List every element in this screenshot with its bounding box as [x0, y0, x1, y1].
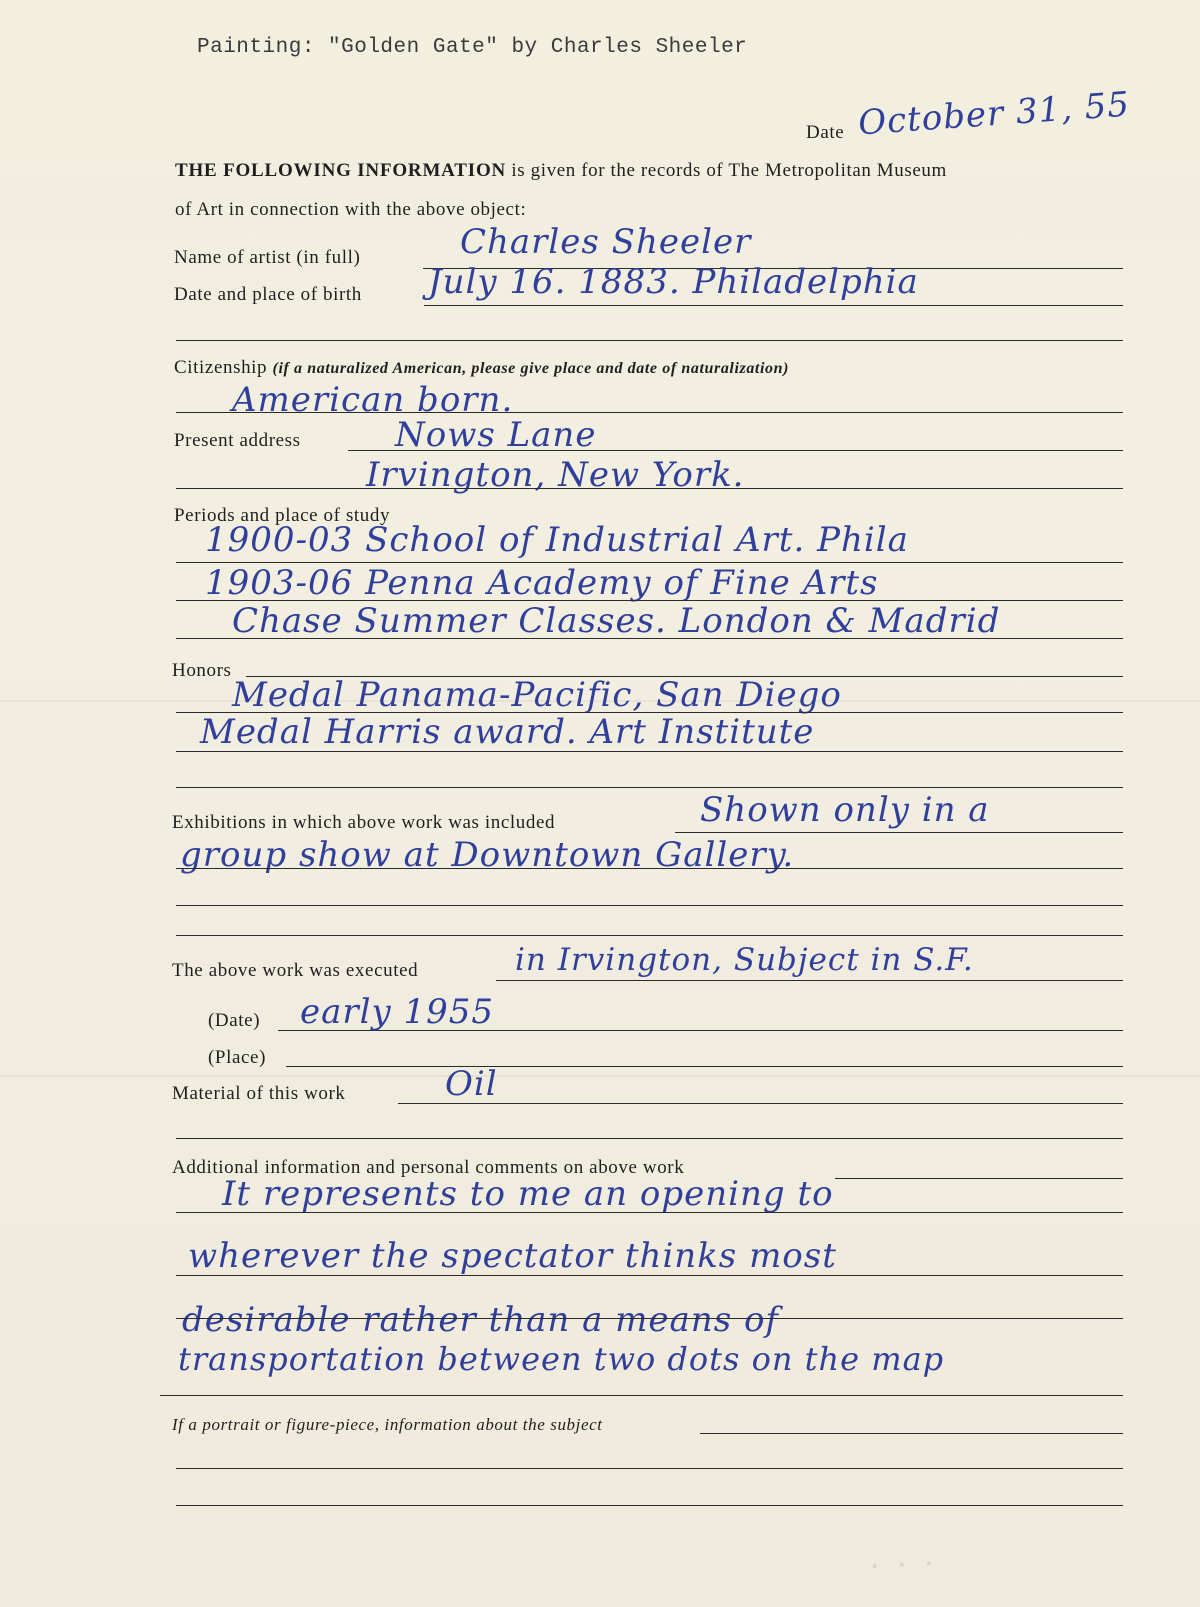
- citizenship-note: (if a naturalized American, please give place and date of naturalization): [272, 360, 790, 377]
- address-line-2: [176, 488, 1123, 489]
- citizenship-line: [176, 412, 1123, 413]
- material-value: Oil: [445, 1064, 498, 1104]
- portrait-line-2: [176, 1468, 1123, 1469]
- additional-value-4: transportation between two dots on the map: [178, 1340, 945, 1378]
- additional-line-3: [176, 1318, 1123, 1319]
- date-value: October 31, 55: [856, 84, 1132, 144]
- paper-fold: [0, 1075, 1200, 1077]
- study-value-3: Chase Summer Classes. London & Madrid: [232, 601, 1001, 641]
- exhibitions-value-2: group show at Downtown Gallery.: [180, 835, 795, 875]
- executed-value: in Irvington, Subject in S.F.: [515, 942, 974, 978]
- intro-bold: THE FOLLOWING INFORMATION: [175, 160, 507, 181]
- citizenship-value: American born.: [232, 380, 514, 420]
- birth-value: July 16. 1883. Philadelphia: [428, 262, 919, 302]
- typed-title: Painting: "Golden Gate" by Charles Sheeler: [197, 36, 748, 59]
- honors-line-4: [176, 787, 1123, 788]
- intro-rest: is given for the records of The Metropolitan Museum: [506, 160, 947, 181]
- additional-value-3: desirable rather than a means of: [182, 1300, 780, 1340]
- address-label: Present address: [174, 430, 301, 451]
- intro-line-1: [175, 160, 947, 182]
- artist-name-value: Charles Sheeler: [460, 222, 752, 262]
- honors-value-2: Medal Harris award. Art Institute: [200, 712, 815, 752]
- honors-value-1: Medal Panama-Pacific, San Diego: [232, 675, 842, 715]
- honors-label: Honors: [172, 660, 232, 681]
- executed-label: The above work was executed: [172, 960, 419, 981]
- additional-line-1: [176, 1212, 1123, 1213]
- birth-line-2: [176, 340, 1123, 341]
- executed-place-line: [286, 1066, 1123, 1067]
- material-label: Material of this work: [172, 1083, 346, 1104]
- study-value-2: 1903-06 Penna Academy of Fine Arts: [205, 563, 879, 603]
- intro-line-2: of Art in connection with the above object:: [175, 199, 527, 220]
- exhibitions-line-4: [176, 935, 1123, 936]
- material-line-2: [176, 1138, 1123, 1139]
- citizenship-label-text: Citizenship: [174, 357, 268, 378]
- additional-label: Additional information and personal comments on above work: [172, 1157, 685, 1178]
- executed-line: [496, 980, 1123, 981]
- additional-line-4: [160, 1395, 1123, 1396]
- portrait-label: If a portrait or figure-piece, information about the subject: [172, 1415, 603, 1434]
- additional-line-0: [835, 1178, 1123, 1179]
- exhibitions-value-1: Shown only in a: [700, 790, 990, 830]
- birth-line: [424, 305, 1123, 306]
- exhibitions-label: Exhibitions in which above work was included: [172, 812, 556, 833]
- exhibitions-line-3: [176, 905, 1123, 906]
- study-value-1: 1900-03 School of Industrial Art. Phila: [205, 520, 909, 560]
- exhibitions-line-2: [176, 868, 1123, 869]
- additional-line-2: [176, 1275, 1123, 1276]
- honors-line-3: [176, 751, 1123, 752]
- address-value-2: Irvington, New York.: [366, 455, 745, 495]
- exhibitions-line-1: [675, 832, 1123, 833]
- executed-date-label: (Date): [208, 1010, 261, 1031]
- portrait-line-1: [700, 1433, 1123, 1434]
- artist-name-label: Name of artist (in full): [174, 247, 361, 268]
- additional-value-1: It represents to me an opening to: [222, 1174, 834, 1214]
- material-line: [398, 1103, 1123, 1104]
- faint-pencil-mark: · · ·: [869, 1546, 939, 1585]
- study-line-3: [176, 638, 1123, 639]
- portrait-line-3: [176, 1505, 1123, 1506]
- date-label: Date: [806, 122, 845, 143]
- executed-place-label: (Place): [208, 1047, 266, 1068]
- additional-value-2: wherever the spectator thinks most: [188, 1236, 837, 1276]
- birth-label: Date and place of birth: [174, 284, 362, 305]
- executed-date-value: early 1955: [300, 992, 495, 1032]
- address-value-1: Nows Lane: [395, 415, 597, 455]
- study-label: Periods and place of study: [174, 505, 391, 526]
- citizenship-label: [174, 357, 789, 379]
